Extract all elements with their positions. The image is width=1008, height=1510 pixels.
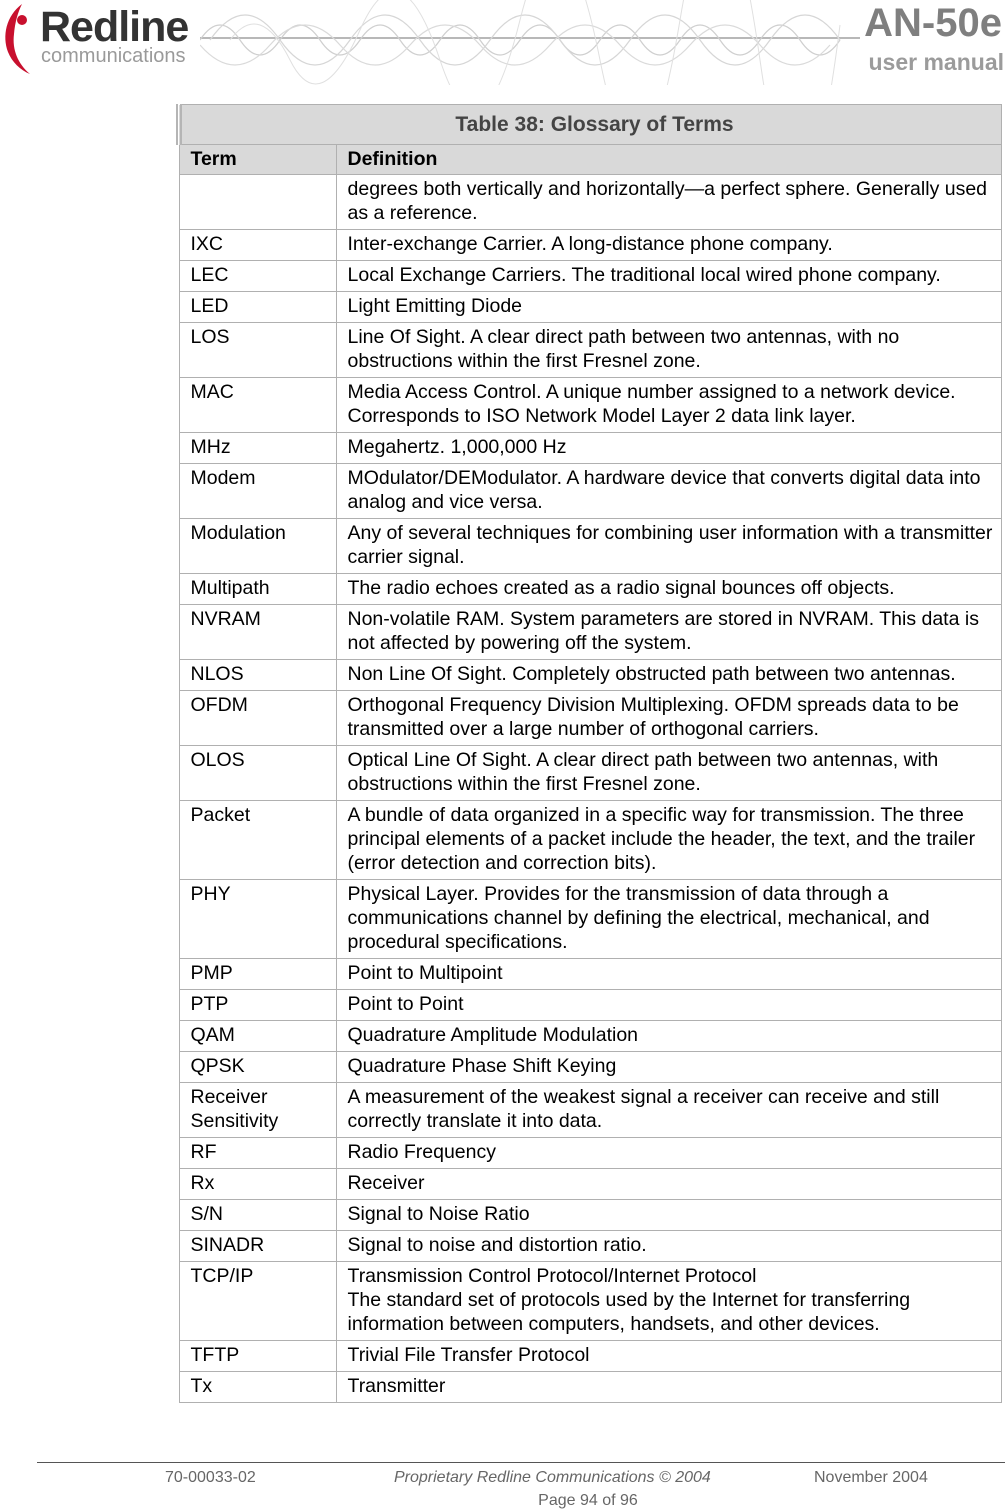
glossary-table [176, 104, 1002, 1403]
term-cell: PMP [179, 959, 336, 990]
definition-text: Signal to noise and distortion ratio. [347, 1234, 647, 1256]
table-row [179, 880, 1002, 959]
definition-cell [336, 1231, 1002, 1262]
table-row [179, 660, 1002, 691]
table-row [179, 261, 1002, 292]
term-cell: PHY [179, 880, 336, 959]
term-cell: IXC [179, 230, 336, 261]
definition-cell [336, 1083, 1002, 1138]
definition-text: Orthogonal Frequency Division Multiplexing. OFDM spreads data to be transmitted over a large number of orthogonal carriers. [347, 694, 959, 740]
table-row [179, 464, 1002, 519]
definition-cell [336, 261, 1002, 292]
definition-text: A measurement of the weakest signal a receiver can receive and still correctly translate it into data. [347, 1086, 940, 1132]
definition-cell [336, 1200, 1002, 1231]
definition-text: Non-volatile RAM. System parameters are stored in NVRAM. This data is not affected by powering off the system. [347, 608, 979, 654]
table-row [179, 1372, 1002, 1403]
definition-cell [336, 378, 1002, 433]
definition-text: Point to Multipoint [347, 962, 503, 984]
definition-cell [336, 1021, 1002, 1052]
footer-doc-number: 70-00033-02 [165, 1469, 256, 1486]
definition-cell [336, 990, 1002, 1021]
table-row [179, 746, 1002, 801]
page-header [0, 0, 1008, 85]
definition-text: Physical Layer. Provides for the transmission of data through a communications channel by defining the electrical, mechanical, and procedural specifications. [347, 883, 930, 953]
table-row [179, 574, 1002, 605]
table-row [179, 801, 1002, 880]
definition-text: Transmission Control Protocol/Internet Protocol [347, 1265, 757, 1287]
definition-cell [336, 691, 1002, 746]
brand-name: Redline [40, 3, 189, 51]
definition-cell [336, 230, 1002, 261]
definition-cell [336, 1138, 1002, 1169]
term-cell: RF [179, 1138, 336, 1169]
table-row [179, 433, 1002, 464]
table-row [179, 1021, 1002, 1052]
definition-text: Optical Line Of Sight. A clear direct path between two antennas, with obstructions within the first Fresnel zone. [347, 749, 939, 795]
term-cell: OFDM [179, 691, 336, 746]
definition-text: The standard set of protocols used by the Internet for transferring information between computers, handsets, and other devices. [347, 1289, 911, 1335]
definition-text: The radio echoes created as a radio signal bounces off objects. [347, 577, 895, 599]
product-name: AN-50e [864, 1, 1002, 45]
definition-cell [336, 1169, 1002, 1200]
definition-cell [336, 959, 1002, 990]
table-row [179, 990, 1002, 1021]
term-cell: Receiver Sensitivity [179, 1083, 336, 1138]
term-cell: S/N [179, 1200, 336, 1231]
definition-cell [336, 801, 1002, 880]
definition-cell [336, 660, 1002, 691]
definition-text: Any of several techniques for combining user information with a transmitter carrier signal. [347, 522, 993, 568]
definition-cell [336, 175, 1002, 230]
definition-cell [336, 880, 1002, 959]
table-row [179, 519, 1002, 574]
footer-divider [37, 1462, 1005, 1463]
table-row [179, 605, 1002, 660]
definition-text: Media Access Control. A unique number assigned to a network device. Corresponds to ISO Network Model Layer 2 data link layer. [347, 381, 956, 427]
definition-cell [336, 1262, 1002, 1341]
definition-text: Quadrature Phase Shift Keying [347, 1055, 617, 1077]
table-row [179, 292, 1002, 323]
term-cell: QPSK [179, 1052, 336, 1083]
table-row [179, 1052, 1002, 1083]
definition-cell [336, 1372, 1002, 1403]
definition-text: Point to Point [347, 993, 464, 1015]
definition-cell [336, 519, 1002, 574]
definition-text: Local Exchange Carriers. The traditional local wired phone company. [347, 264, 941, 286]
definition-text: Signal to Noise Ratio [347, 1203, 530, 1225]
term-cell: NVRAM [179, 605, 336, 660]
manual-label: user manual [868, 49, 1004, 75]
term-cell [179, 175, 336, 230]
definition-text: Inter-exchange Carrier. A long-distance phone company. [347, 233, 833, 255]
table-row [179, 230, 1002, 261]
definition-cell [336, 1341, 1002, 1372]
footer-copyright: Proprietary Redline Communications © 2004 [394, 1469, 711, 1486]
term-cell: Rx [179, 1169, 336, 1200]
term-cell: SINADR [179, 1231, 336, 1262]
definition-cell [336, 323, 1002, 378]
term-cell: Packet [179, 801, 336, 880]
redline-logo-icon [0, 2, 40, 76]
definition-text: Radio Frequency [347, 1141, 496, 1163]
definition-cell [336, 1052, 1002, 1083]
definition-text: Line Of Sight. A clear direct path between two antennas, with no obstructions within the first Fresnel zone. [347, 326, 900, 372]
table-row [179, 1262, 1002, 1341]
definition-cell [336, 746, 1002, 801]
definition-cell [336, 605, 1002, 660]
table-header-row [179, 145, 1002, 175]
definition-cell [336, 464, 1002, 519]
table-row [179, 175, 1002, 230]
definition-text: A bundle of data organized in a specific way for transmission. The three principal elements of a packet include the header, the text, and the trailer (error detection and correction bits). [347, 804, 976, 874]
table-caption-row [179, 105, 1002, 145]
table-row [179, 1138, 1002, 1169]
term-cell: TFTP [179, 1341, 336, 1372]
definition-text: Megahertz. 1,000,000 Hz [347, 436, 567, 458]
definition-text: Transmitter [347, 1375, 446, 1397]
term-cell: Modem [179, 464, 336, 519]
definition-text: Trivial File Transfer Protocol [347, 1344, 590, 1366]
column-header-definition: Definition [336, 145, 1002, 175]
footer-date: November 2004 [814, 1469, 928, 1486]
brand-subtitle: communications [41, 45, 186, 67]
term-cell: LED [179, 292, 336, 323]
term-cell: TCP/IP [179, 1262, 336, 1341]
definition-cell [336, 574, 1002, 605]
term-cell: MHz [179, 433, 336, 464]
definition-text: Light Emitting Diode [347, 295, 523, 317]
definition-text: degrees both vertically and horizontally—a perfect sphere. Generally used as a reference. [347, 178, 988, 224]
term-cell: NLOS [179, 660, 336, 691]
table-row [179, 1083, 1002, 1138]
term-cell: Tx [179, 1372, 336, 1403]
term-cell: LOS [179, 323, 336, 378]
term-cell: MAC [179, 378, 336, 433]
table-row [179, 1169, 1002, 1200]
term-cell: PTP [179, 990, 336, 1021]
definition-text: Quadrature Amplitude Modulation [347, 1024, 639, 1046]
term-cell: QAM [179, 1021, 336, 1052]
footer-page-number: Page 94 of 96 [538, 1492, 638, 1509]
table-row [179, 1200, 1002, 1231]
table-row [179, 1231, 1002, 1262]
definition-text: Receiver [347, 1172, 425, 1194]
term-cell: Multipath [179, 574, 336, 605]
wave-decoration [200, 0, 860, 85]
definition-text: MOdulator/DEModulator. A hardware device that converts digital data into analog and vice versa. [347, 467, 981, 513]
definition-cell [336, 292, 1002, 323]
table-caption: Table 38: Glossary of Terms [179, 105, 1002, 145]
table-row [179, 959, 1002, 990]
definition-text: Non Line Of Sight. Completely obstructed path between two antennas. [347, 663, 956, 685]
term-cell: OLOS [179, 746, 336, 801]
definition-cell [336, 433, 1002, 464]
term-cell: LEC [179, 261, 336, 292]
table-row [179, 378, 1002, 433]
column-header-term: Term [179, 145, 336, 175]
table-row [179, 323, 1002, 378]
table-row [179, 1341, 1002, 1372]
table-row [179, 691, 1002, 746]
term-cell: Modulation [179, 519, 336, 574]
